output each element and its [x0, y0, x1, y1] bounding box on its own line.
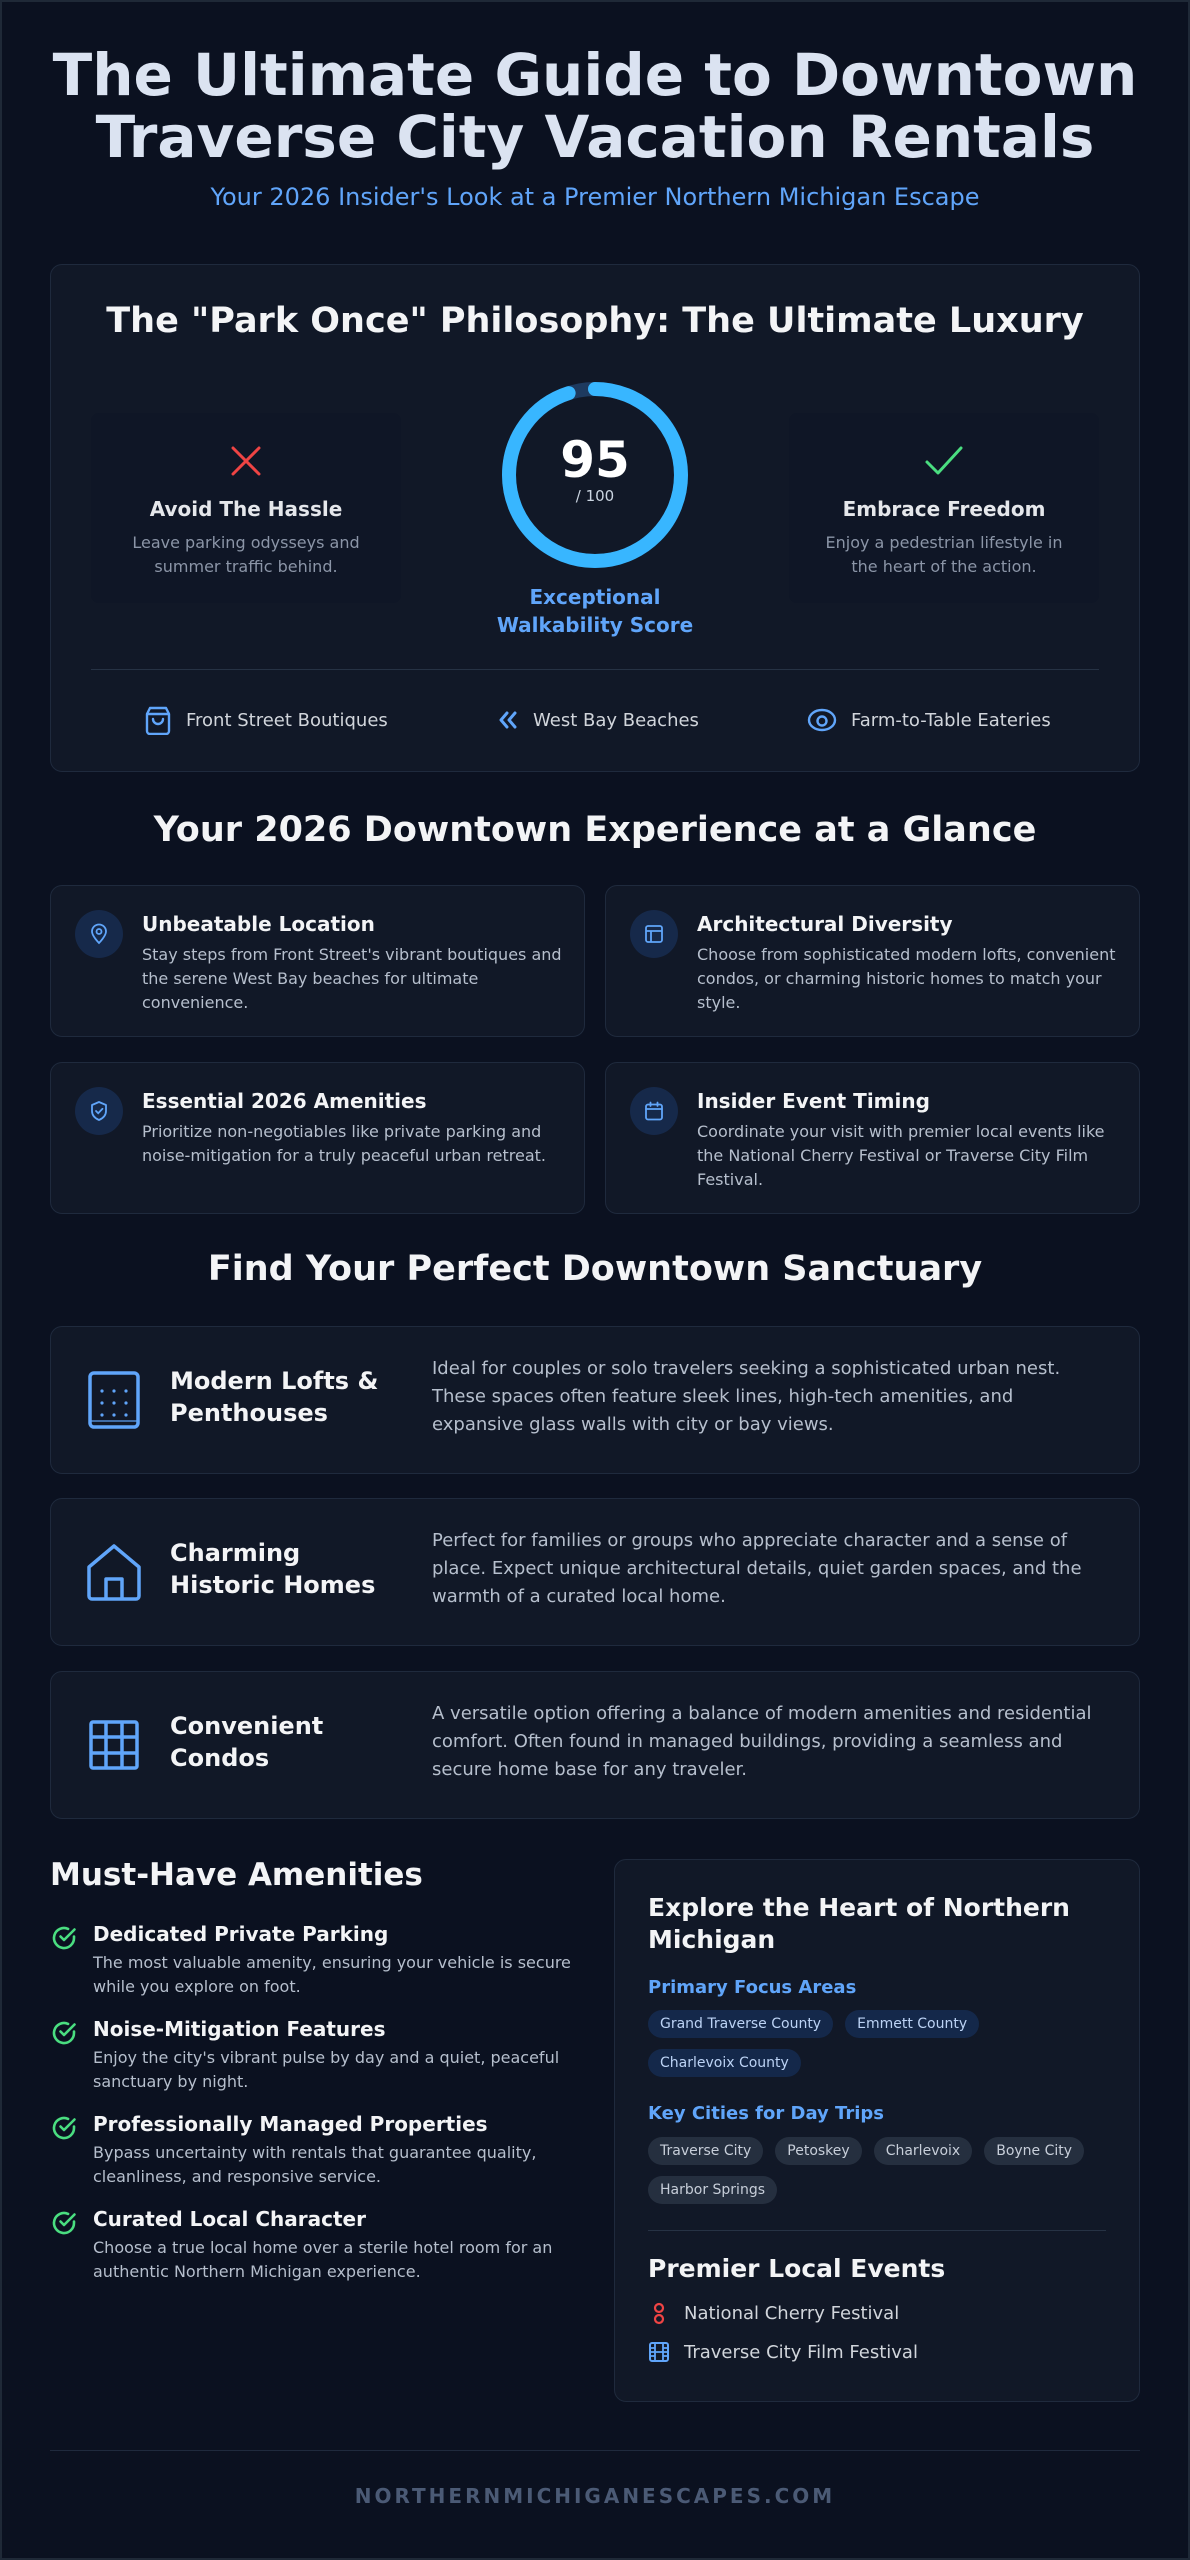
embrace-freedom-heading: Embrace Freedom — [842, 497, 1046, 521]
city-tag: Traverse City — [648, 2137, 763, 2165]
event-cherry-festival — [648, 2300, 899, 2326]
divider — [648, 2230, 1106, 2231]
glance-card-amenities — [50, 1062, 585, 1214]
amenity-text: The most valuable amenity, ensuring your vehicle is secure while you explore on foot. — [93, 1953, 571, 1996]
glance-card-location — [50, 885, 585, 1037]
focus-areas-list — [648, 2010, 1109, 2088]
focus-areas-label: Primary Focus Areas — [648, 1977, 857, 1998]
check-circle-icon — [50, 2019, 78, 2047]
house-icon — [81, 1539, 147, 1605]
check-circle-icon — [50, 2209, 78, 2237]
glance-title: Your 2026 Downtown Experience at a Glance — [153, 810, 1037, 850]
glance-card-text: Coordinate your visit with premier local events like the National Cherry Festival or Traverse City Film Festival. — [697, 1122, 1105, 1189]
perk-west-bay — [497, 703, 699, 737]
embrace-freedom-text: Enjoy a pedestrian lifestyle in the heart of the action. — [825, 533, 1063, 576]
glance-card-heading: Architectural Diversity — [697, 912, 953, 936]
divider — [91, 669, 1099, 670]
city-tag: Boyne City — [984, 2137, 1084, 2165]
footer-divider — [50, 2450, 1140, 2451]
sanctuary-row-lofts — [50, 1326, 1140, 1474]
park-once-card — [50, 264, 1140, 772]
plate-icon — [807, 708, 837, 732]
footer-website[interactable]: NORTHERNMICHIGANESCAPES.COM — [354, 2484, 836, 2508]
shopping-bag-icon — [144, 705, 172, 735]
avoid-hassle-box — [91, 413, 401, 603]
walkability-score-value: 95 — [560, 431, 630, 489]
perk-label: Front Street Boutiques — [186, 709, 388, 731]
amenity-text: Choose a true local home over a sterile hotel room for an authentic Northern Michigan experience. — [93, 2238, 553, 2281]
amenity-heading: Dedicated Private Parking — [93, 1922, 389, 1946]
glance-card-text: Prioritize non-negotiables like private parking and noise-mitigation for a truly peaceful urban retreat. — [142, 1122, 546, 1165]
layout-icon — [630, 910, 678, 958]
perk-farm-to-table — [807, 703, 1051, 737]
city-tag: Charlevoix — [874, 2137, 973, 2165]
walkability-score-label: Exceptional Walkability Score — [496, 585, 694, 637]
perk-label: West Bay Beaches — [533, 709, 699, 731]
city-tag: Harbor Springs — [648, 2176, 777, 2204]
glance-card-events — [605, 1062, 1140, 1214]
title-line-1: The Ultimate Guide to Downtown — [52, 41, 1138, 109]
events-title: Premier Local Events — [648, 2254, 946, 2283]
sanctuary-title: Find Your Perfect Downtown Sanctuary — [207, 1249, 983, 1289]
x-icon — [91, 437, 401, 485]
glance-card-text: Stay steps from Front Street's vibrant boutiques and the serene West Bay beaches for ultimate convenience. — [142, 945, 562, 1012]
focus-area-tag: Charlevoix County — [648, 2049, 801, 2077]
grid-icon — [81, 1712, 147, 1778]
calendar-icon — [630, 1087, 678, 1135]
amenity-heading: Professionally Managed Properties — [93, 2112, 488, 2136]
focus-area-tag: Emmett County — [845, 2010, 979, 2038]
glance-card-architecture — [605, 885, 1140, 1037]
sanctuary-heading: Convenient Condos — [170, 1712, 324, 1772]
embrace-freedom-box — [789, 413, 1099, 603]
page-subtitle: Your 2026 Insider's Look at a Premier Northern Michigan Escape — [210, 183, 980, 211]
walkability-score-max: / 100 — [575, 487, 615, 505]
cities-list — [648, 2137, 1109, 2215]
sanctuary-text: Perfect for families or groups who appreciate character and a sense of place. Expect unique architectural details, quiet garden spaces, and the warmth of a curated local home. — [432, 1530, 1082, 1607]
sanctuary-heading: Charming Historic Homes — [170, 1539, 376, 1599]
cherry-icon — [648, 2301, 670, 2325]
check-circle-icon — [50, 1924, 78, 1952]
map-pin-icon — [75, 910, 123, 958]
check-circle-icon — [50, 2114, 78, 2142]
glance-card-heading: Essential 2026 Amenities — [142, 1089, 427, 1113]
explore-card — [614, 1859, 1140, 2402]
check-icon — [789, 437, 1099, 485]
perk-label: Farm-to-Table Eateries — [851, 709, 1051, 731]
focus-area-tag: Grand Traverse County — [648, 2010, 833, 2038]
event-film-festival — [648, 2339, 918, 2365]
building-icon — [81, 1367, 147, 1433]
glance-card-heading: Unbeatable Location — [142, 912, 375, 936]
city-tag: Petoskey — [775, 2137, 861, 2165]
event-label: Traverse City Film Festival — [684, 2341, 918, 2363]
perk-front-street — [144, 703, 388, 737]
glance-card-heading: Insider Event Timing — [697, 1089, 930, 1113]
glance-card-text: Choose from sophisticated modern lofts, convenient condos, or charming historic homes to match your style. — [697, 945, 1116, 1012]
park-once-title: The "Park Once" Philosophy: The Ultimate Luxury — [106, 301, 1084, 341]
explore-title: Explore the Heart of Northern Michigan — [648, 1893, 1070, 1954]
avoid-hassle-text: Leave parking odysseys and summer traffic behind. — [132, 533, 360, 576]
avoid-hassle-heading: Avoid The Hassle — [149, 497, 343, 521]
amenities-title: Must-Have Amenities — [50, 1857, 423, 1893]
sanctuary-text: A versatile option offering a balance of modern amenities and residential comfort. Often found in managed buildings, providing a seamless and secure home base for any traveler. — [432, 1703, 1092, 1780]
amenity-heading: Noise-Mitigation Features — [93, 2017, 386, 2041]
waves-icon — [497, 710, 519, 730]
event-label: National Cherry Festival — [684, 2302, 900, 2324]
page-title — [50, 41, 1140, 171]
amenity-text: Enjoy the city's vibrant pulse by day and a quiet, peaceful sanctuary by night. — [93, 2048, 560, 2091]
sanctuary-text: Ideal for couples or solo travelers seeking a sophisticated urban nest. These spaces often feature sleek lines, high-tech amenities, and expansive glass walls with city or bay views. — [432, 1358, 1061, 1435]
film-icon — [648, 2341, 670, 2363]
sanctuary-heading: Modern Lofts & Penthouses — [170, 1367, 379, 1427]
amenity-heading: Curated Local Character — [93, 2207, 366, 2231]
shield-check-icon — [75, 1087, 123, 1135]
amenity-text: Bypass uncertainty with rentals that guarantee quality, cleanliness, and responsive service. — [93, 2143, 537, 2186]
sanctuary-row-historic — [50, 1498, 1140, 1646]
sanctuary-row-condos — [50, 1671, 1140, 1819]
cities-label: Key Cities for Day Trips — [648, 2103, 885, 2124]
title-line-2: Traverse City Vacation Rentals — [95, 103, 1095, 171]
